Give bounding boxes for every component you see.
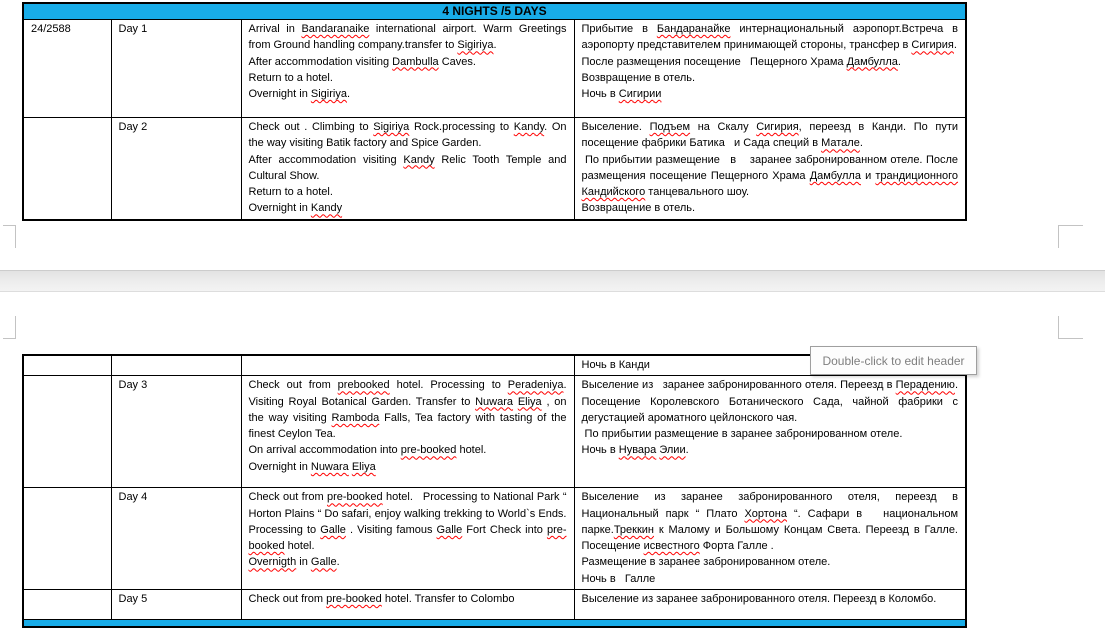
misspelled-word: Перадению — [895, 379, 955, 392]
day-cell[interactable]: Day 2 — [111, 118, 241, 220]
margin-mark-page2-top-right — [1058, 316, 1083, 339]
misspelled-word: pre-booked — [326, 593, 382, 606]
misspelled-word: Ramboda — [331, 411, 380, 424]
misspelled-word: pre-booked — [327, 491, 383, 504]
misspelled-word: Sigiriya — [373, 121, 410, 133]
misspelled-word: Сигирии — [618, 88, 662, 101]
description-ru-cell[interactable]: Выселение. Подъем на Скалу Сигирия, переезд в Канди. По пути посещение фабрики Батика и Сада специй в Матале. По прибытии размещение в заранее забронированном отеле. После размещения посещение Пещерного Храма Дамбулла и трандиционного Кандийского танцевального шоу. Возвращение в отель. — [574, 118, 966, 220]
misspelled-word: Сигирия — [911, 39, 954, 52]
misspelled-word: pre-booked — [400, 444, 457, 457]
margin-mark-page2-top-left — [3, 316, 16, 339]
misspelled-word: Sigiriya — [310, 88, 347, 101]
itinerary-row — [23, 376, 966, 488]
itinerary-table2-body — [23, 355, 966, 627]
description-ru-cell[interactable]: Прибытие в Бандаранайке интернациональный аэропорт.Встреча в аэропорту представителем принимающей стороны, трансфер в Сигирия. После размещения посещение Пещерного Храма Дамбулла. Возвращение в отель. Ночь в Сигирии — [574, 20, 966, 118]
margin-mark-page1-bottom-right — [1058, 225, 1083, 248]
itinerary-row — [23, 118, 966, 220]
misspelled-word: исвестного — [643, 540, 700, 553]
misspelled-word: Нувара — [618, 444, 657, 457]
misspelled-word: Kandy — [403, 153, 435, 166]
itinerary-row — [23, 488, 966, 590]
misspelled-word: Треккин — [613, 523, 654, 536]
misspelled-word: Bandaranaike — [301, 23, 370, 35]
day-cell[interactable] — [111, 355, 241, 376]
description-ru-cell[interactable]: Выселение из заранее забронированного отеля. Переезд в Перадению. Посещение Королевского Ботанического Сада, чайной фабрики с дегустацией ароматного цейлонского чая. По прибытии размещение в заранее забронированном отеле. Ночь в Нувара Элии. — [574, 376, 966, 488]
itinerary-table1-body — [23, 3, 966, 220]
misspelled-word: Eliya — [517, 395, 542, 408]
description-ru-cell[interactable]: Выселение из заранее забронированного отеля. Переезд в Коломбо. — [574, 590, 966, 620]
misspelled-word: Kandy — [513, 121, 545, 133]
page-break-gap[interactable] — [0, 270, 1105, 292]
misspelled-word: Dambulla — [392, 55, 439, 68]
day-cell[interactable]: Day 5 — [111, 590, 241, 620]
misspelled-word: Подъем — [649, 121, 691, 133]
misspelled-word: Сигирия — [756, 121, 799, 133]
itinerary-row — [23, 20, 966, 118]
misspelled-word: pre-booked — [248, 523, 567, 553]
description-en-cell[interactable]: Check out . Climbing to Sigiriya Rock.processing to Kandy. On the way visiting Batik factory and Spice Garden. After accommodation visiting Kandy Relic Tooth Temple and Cultural Show. Return to a hotel. Overnight in Kandy — [241, 118, 574, 220]
misspelled-word: Peradeniya — [507, 379, 564, 392]
misspelled-word: Элии — [659, 444, 686, 457]
tour-code-cell[interactable] — [23, 590, 111, 620]
misspelled-word: Sigiriya — [457, 39, 494, 52]
misspelled-word: Overnigth — [248, 556, 297, 569]
misspelled-word: Kandy — [310, 202, 343, 215]
misspelled-word: Дамбулла — [809, 169, 861, 182]
misspelled-word: Galle — [310, 556, 337, 569]
misspelled-word: Eliya — [351, 460, 376, 473]
description-ru-cell[interactable]: Выселение из заранее забронированного отеля, переезд в Национальный парк “ Плато Хортона “. Сафари в национальном парке.Треккин к Малому и Большому Концам Света. Переезд в Галле. Посещение исвестного Форта Галле . Размещение в заранее забронированном отеле. Ночь в Галле — [574, 488, 966, 590]
edit-header-tooltip-text: Double-click to edit header — [822, 353, 965, 368]
tour-code-cell[interactable] — [23, 488, 111, 590]
misspelled-word: prebooked — [337, 379, 390, 392]
next-table-header-row — [23, 620, 966, 628]
misspelled-word: Кандийского — [581, 186, 646, 199]
misspelled-word: Galle — [320, 523, 346, 536]
description-ru-cell[interactable]: Ночь в Канди — [574, 355, 966, 376]
edit-header-tooltip — [810, 346, 977, 375]
misspelled-word: Матале — [821, 137, 860, 150]
day-cell[interactable]: Day 1 — [111, 20, 241, 118]
description-en-cell[interactable]: Arrival in Bandaranaike international airport. Warm Greetings from Ground handling company.transfer to Sigiriya. After accommodation visiting Dambulla Caves. Return to a hotel. Overnight in Sigiriya. — [241, 20, 574, 118]
description-en-cell[interactable]: Check out from pre-booked hotel. Transfer to Colombo — [241, 590, 574, 620]
margin-mark-page1-bottom-left — [3, 225, 16, 248]
misspelled-word: Nuwara — [310, 460, 349, 473]
next-table-header-bar[interactable] — [23, 620, 966, 628]
description-en-cell[interactable] — [241, 355, 574, 376]
misspelled-word: Дамбулла — [846, 55, 898, 68]
tour-code-cell[interactable]: 24/2588 — [23, 20, 111, 118]
description-en-cell[interactable]: Check out from pre-booked hotel. Processing to National Park “ Horton Plains “ Do safari, enjoy walking trekking to World`s Ends. Processing to Galle . Visiting famous Galle Fort Check into pre-booked hotel. Overnigth in Galle. — [241, 488, 574, 590]
misspelled-word: Galle — [436, 523, 463, 536]
day-cell[interactable]: Day 3 — [111, 376, 241, 488]
tour-code-cell[interactable] — [23, 355, 111, 376]
tour-code-cell[interactable] — [23, 118, 111, 220]
misspelled-word: Nuwara — [475, 395, 514, 408]
description-en-cell[interactable]: Check out from prebooked hotel. Processing to Peradeniya. Visiting Royal Botanical Garden. Transfer to Nuwara Eliya , on the way visiting Ramboda Falls, Tea factory with tasting of the finest Ceylon Tea. On arrival accommodation into pre-booked hotel. Overnight in Nuwara Eliya — [241, 376, 574, 488]
misspelled-word: Хортона — [744, 507, 787, 520]
itinerary-row — [23, 590, 966, 620]
misspelled-word: Бандаранайке — [656, 23, 731, 35]
tour-code-cell[interactable] — [23, 376, 111, 488]
day-cell[interactable]: Day 4 — [111, 488, 241, 590]
table-header-row — [23, 3, 966, 20]
itinerary-table-page1 — [22, 2, 967, 221]
misspelled-word: трандиционного — [875, 169, 959, 182]
itinerary-table-page2 — [22, 354, 967, 628]
nights-days-header[interactable]: 4 NIGHTS /5 DAYS — [23, 3, 966, 20]
